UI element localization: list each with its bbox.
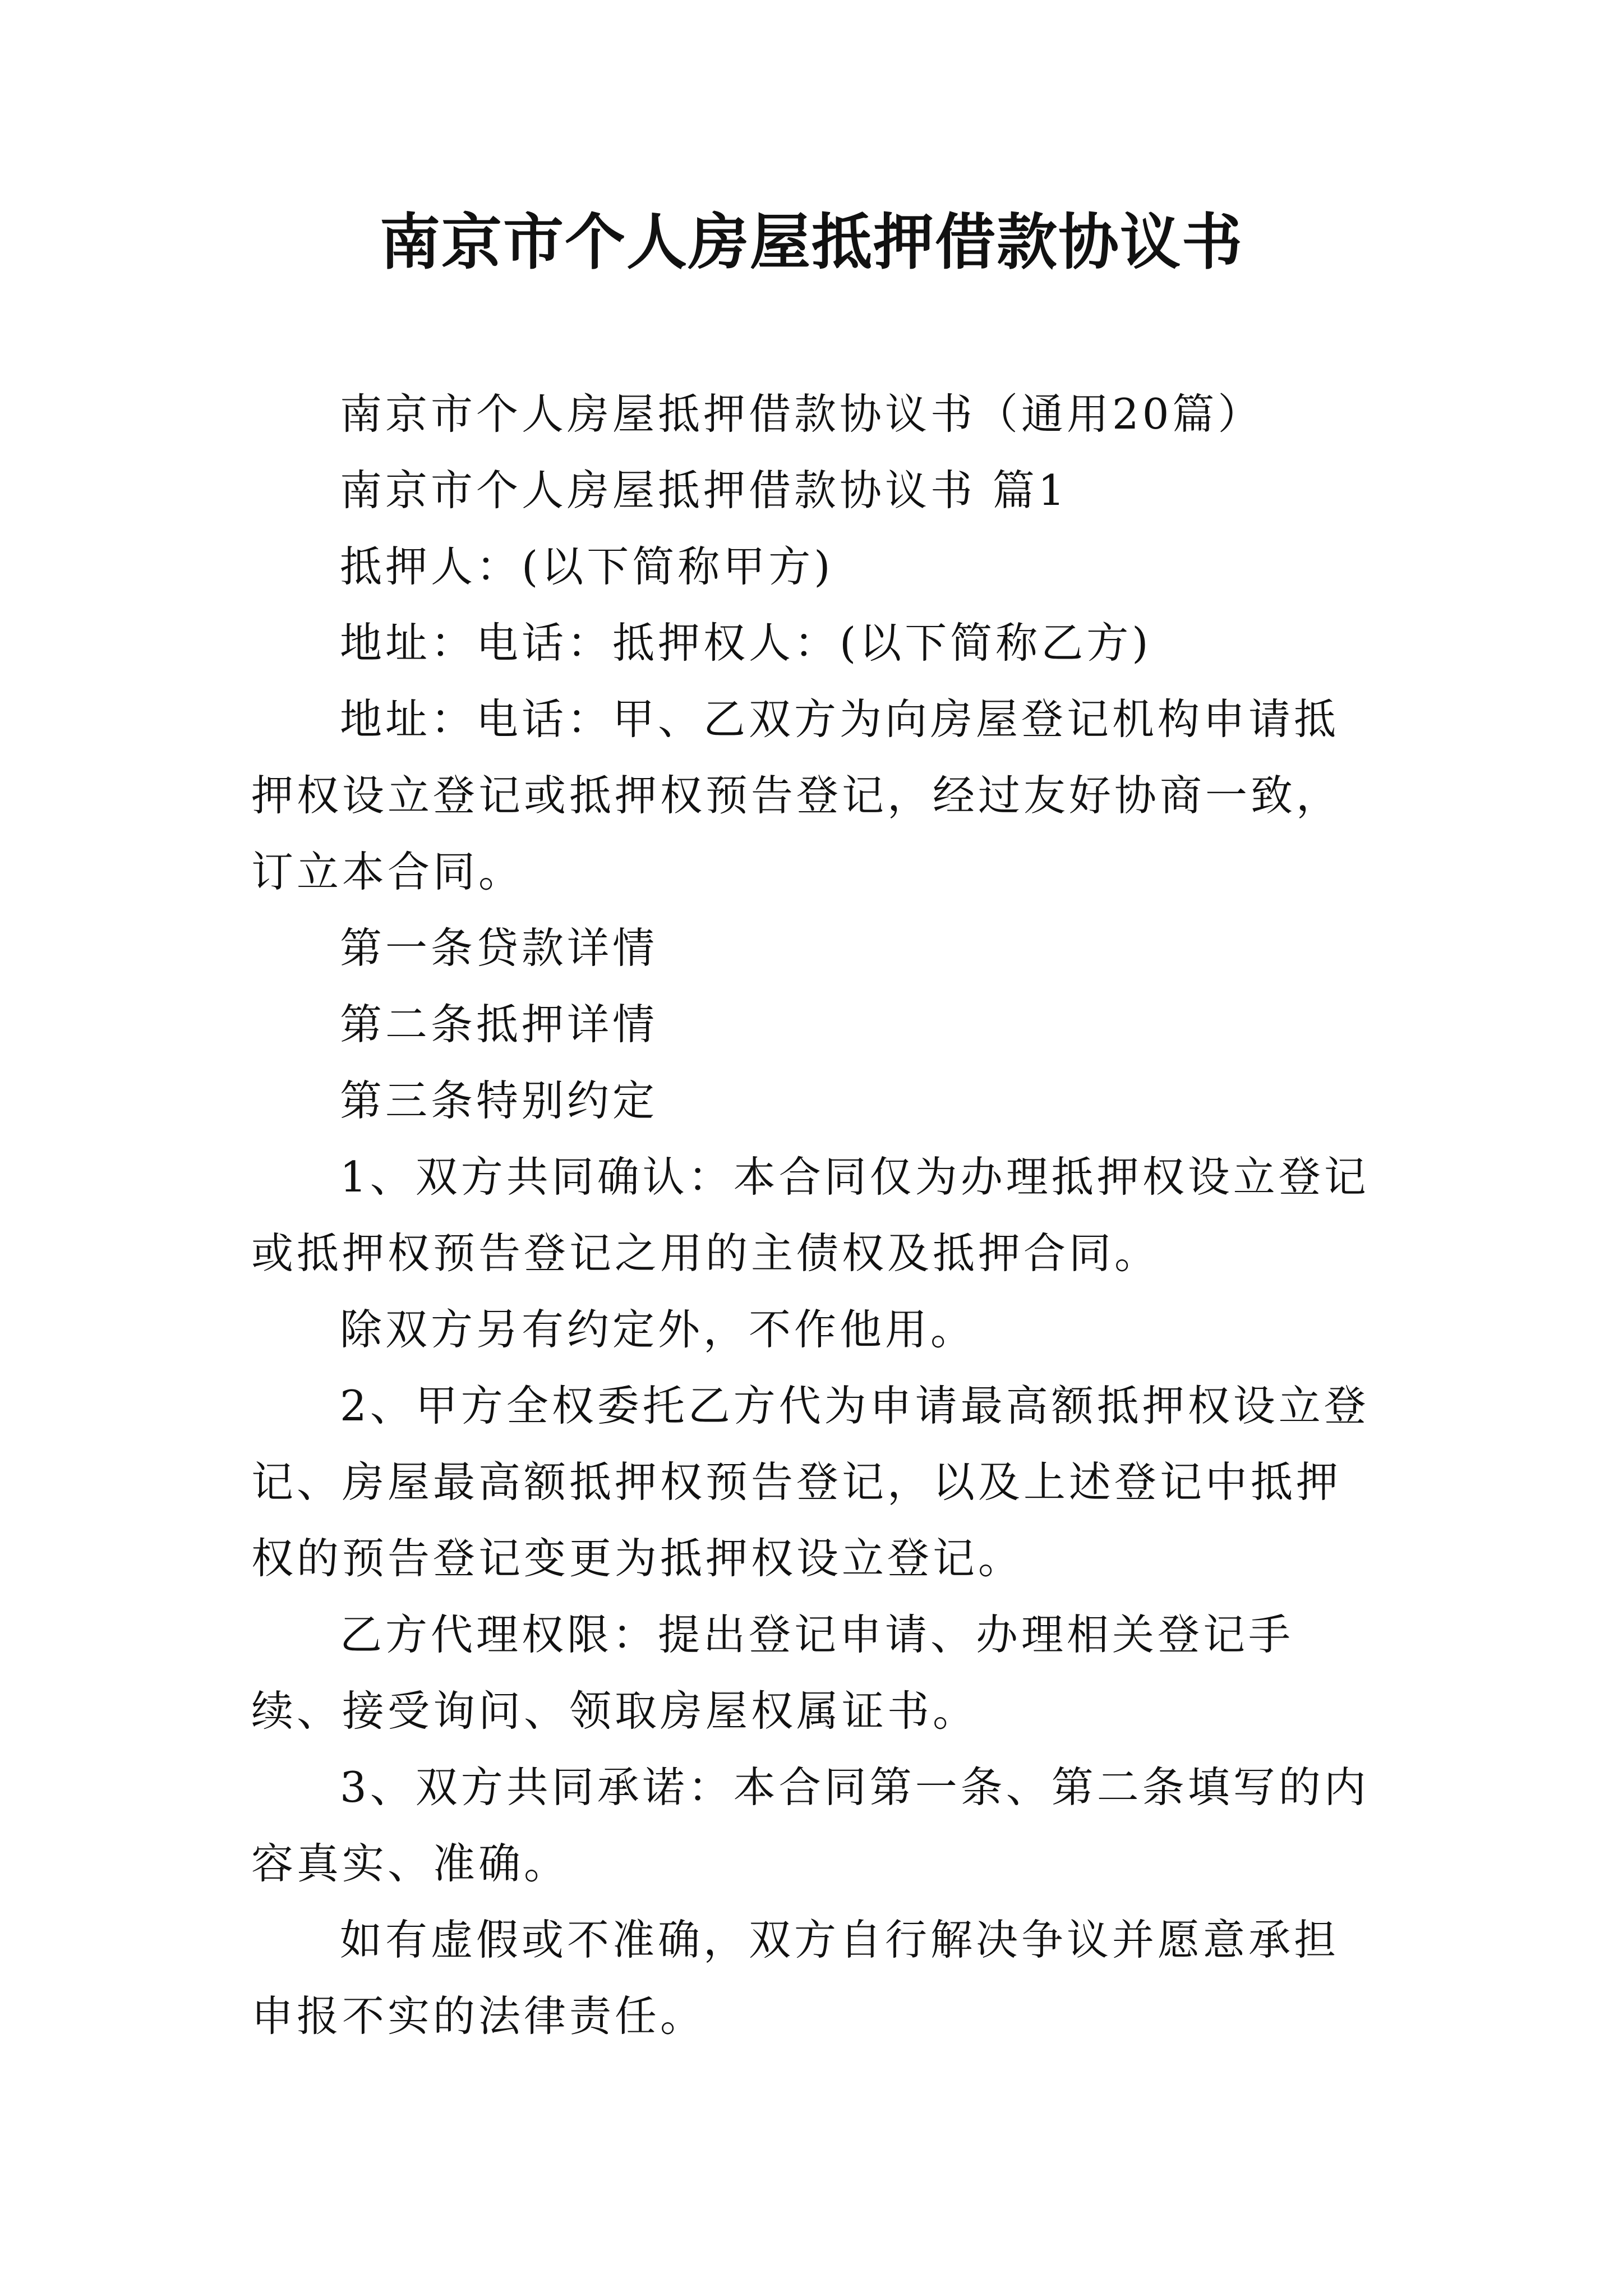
- paragraph: 第二条抵押详情: [340, 1000, 658, 1049]
- document-title: 南京市个人房屋抵押借款协议书: [379, 207, 1243, 278]
- paragraph: 南京市个人房屋抵押借款协议书（通用20篇）: [340, 389, 1264, 439]
- paragraph: 如有虚假或不准确，双方自行解决争议并愿意承担申报不实的法律责任。: [251, 1915, 1340, 2041]
- paragraph: 第三条特别约定: [340, 1076, 658, 1125]
- paragraph: 地址：电话：抵押权人：(以下简称乙方): [340, 618, 1152, 668]
- paragraph: 2、甲方全权委托乙方代为申请最高额抵押权设立登记、房屋最高额抵押权预告登记，以及上述登记中抵押权的预告登记变更为抵押权设立登记。: [251, 1381, 1370, 1583]
- paragraph: 抵押人：(以下简称甲方): [340, 542, 834, 591]
- paragraph: 除双方另有约定外，不作他用。: [340, 1305, 976, 1354]
- paragraph: 1、双方共同确认：本合同仅为办理抵押权设立登记或抵押权预告登记之用的主债权及抵押合同。: [251, 1152, 1370, 1278]
- document-body: [251, 376, 1384, 2054]
- paragraph: 地址：电话：甲、乙双方为向房屋登记机构申请抵押权设立登记或抵押权预告登记，经过友好协商一致，订立本合同。: [251, 694, 1342, 896]
- paragraph: 南京市个人房屋抵押借款协议书 篇1: [340, 466, 1068, 515]
- paragraph: 第一条贷款详情: [340, 923, 658, 973]
- paragraph: 乙方代理权限：提出登记申请、办理相关登记手续、接受询问、领取房屋权属证书。: [251, 1610, 1294, 1736]
- paragraph: 3、双方共同承诺：本合同第一条、第二条填写的内容真实、准确。: [251, 1763, 1370, 1888]
